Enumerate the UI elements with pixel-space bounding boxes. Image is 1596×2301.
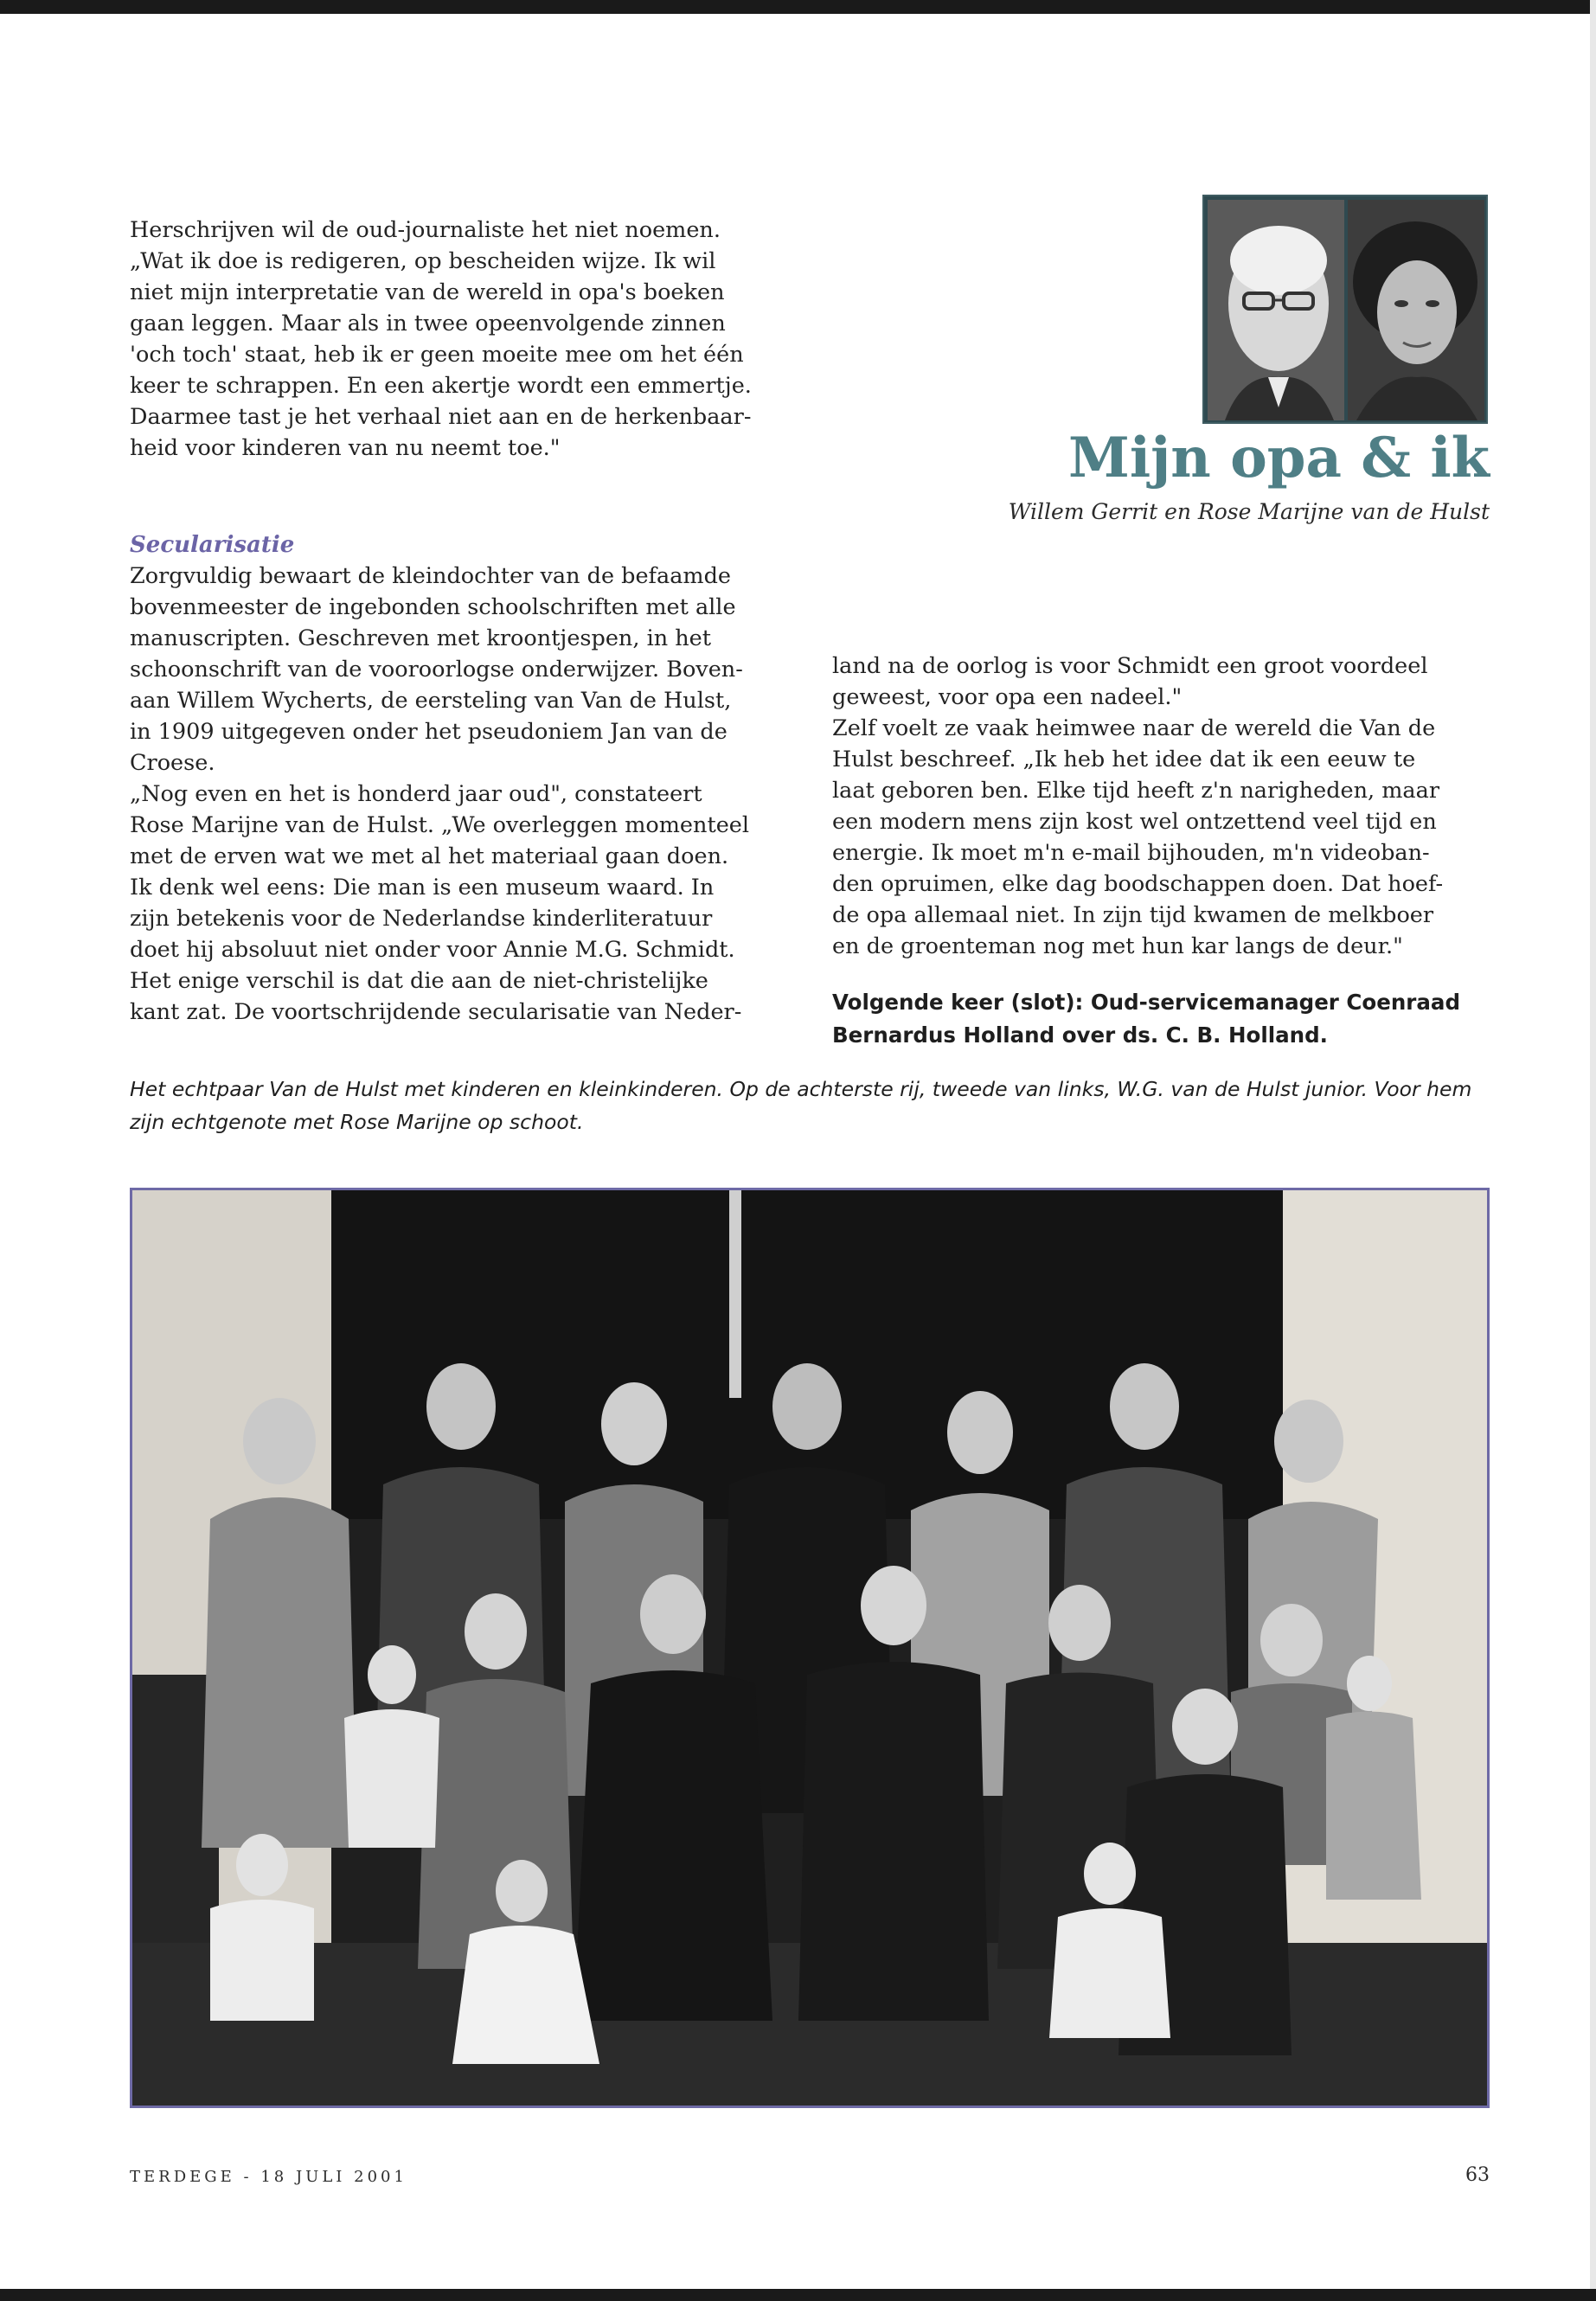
article-title: Mijn opa & ik (1067, 426, 1490, 490)
page-bottom-border (0, 2289, 1596, 2301)
paragraph-right-continued: land na de oorlog is voor Schmidt een groot voordeel geweest, voor opa een nadeel." (832, 653, 1428, 710)
column-left-bottom (130, 529, 783, 1028)
publication-footer: TERDEGE - 18 JULI 2001 (130, 2168, 407, 2186)
page-top-border (0, 0, 1596, 14)
portrait-granddaughter (1348, 200, 1484, 420)
paragraph-intro: Herschrijven wil de oud-journaliste het niet noemen. „Wat ik doe is redigeren, op bescheiden wijze. Ik wil niet mijn interpretatie van de wereld in opa's boeken gaan leggen. Maar als in twee opeenvolgende zinnen 'och toch' staat, heb ik er geen moeite mee om het één keer te schrappen. En een akertje wordt een emmertje. Daarmee tast je het verhaal niet aan en de herkenbaar- heid voor kinderen van nu neemt toe." (130, 217, 752, 461)
column-left-top (130, 215, 783, 464)
photo-caption: Het echtpaar Van de Hulst met kinderen en kleinkinderen. Op de achterste rij, tweede van links, W.G. van de Hulst junior. Voor hem zijn echtgenote met Rose Marijne op schoot. (130, 1077, 1472, 1134)
paragraph-secularisatie: Zorgvuldig bewaart de kleindochter van de befaamde bovenmeester de ingebonden schoolschriften met alle manuscripten. Geschreven met kroontjespen, in het schoonschrift van de vooroorlogse onderwijzer. Boven- aan Willem Wycherts, de eersteling van Van de Hulst, in 1909 uitgegeven onder het pseudoniem Jan van de Croese. (130, 563, 743, 776)
column-right (832, 651, 1490, 1074)
portrait-pair (1202, 195, 1488, 424)
article-byline: Willem Gerrit en Rose Marijne van de Hulst (1008, 499, 1490, 524)
family-photo (130, 1188, 1490, 2108)
page-number: 63 (1465, 2164, 1490, 2186)
paragraph-quote: „Nog even en het is honderd jaar oud", constateert Rose Marijne van de Hulst. „We overleggen momenteel met de erven wat we met al het materiaal gaan doen. Ik denk wel eens: Die man is een museum waard. In zijn betekenis voor de Nederlandse kinderliteratuur doet hij absoluut niet onder voor Annie M.G. Schmidt. Het enige verschil is dat die aan de niet-christelijke kant zat. De voortschrijdende secularisatie van Neder- (130, 781, 750, 1025)
portrait-grandfather (1208, 200, 1344, 420)
next-episode-note: Volgende keer (slot): Oud-servicemanager Coenraad Bernardus Holland over ds. C. B. Holland. (832, 990, 1460, 1048)
section-subhead: Secularisatie (130, 532, 295, 558)
paragraph-heimwee: Zelf voelt ze vaak heimwee naar de wereld die Van de Hulst beschreef. „Ik heb het idee dat ik een eeuw te laat geboren ben. Elke tijd heeft z'n narigheden, maar een modern mens zijn kost wel ontzettend veel tijd en energie. Ik moet m'n e-mail bijhouden, m'n videoban- den opruimen, elke dag boodschappen doen. Dat hoef- de opa allemaal niet. In zijn tijd kwamen de melkboer en de groenteman nog met hun kar langs de deur." (832, 715, 1444, 959)
page-right-edge (1590, 0, 1596, 2301)
